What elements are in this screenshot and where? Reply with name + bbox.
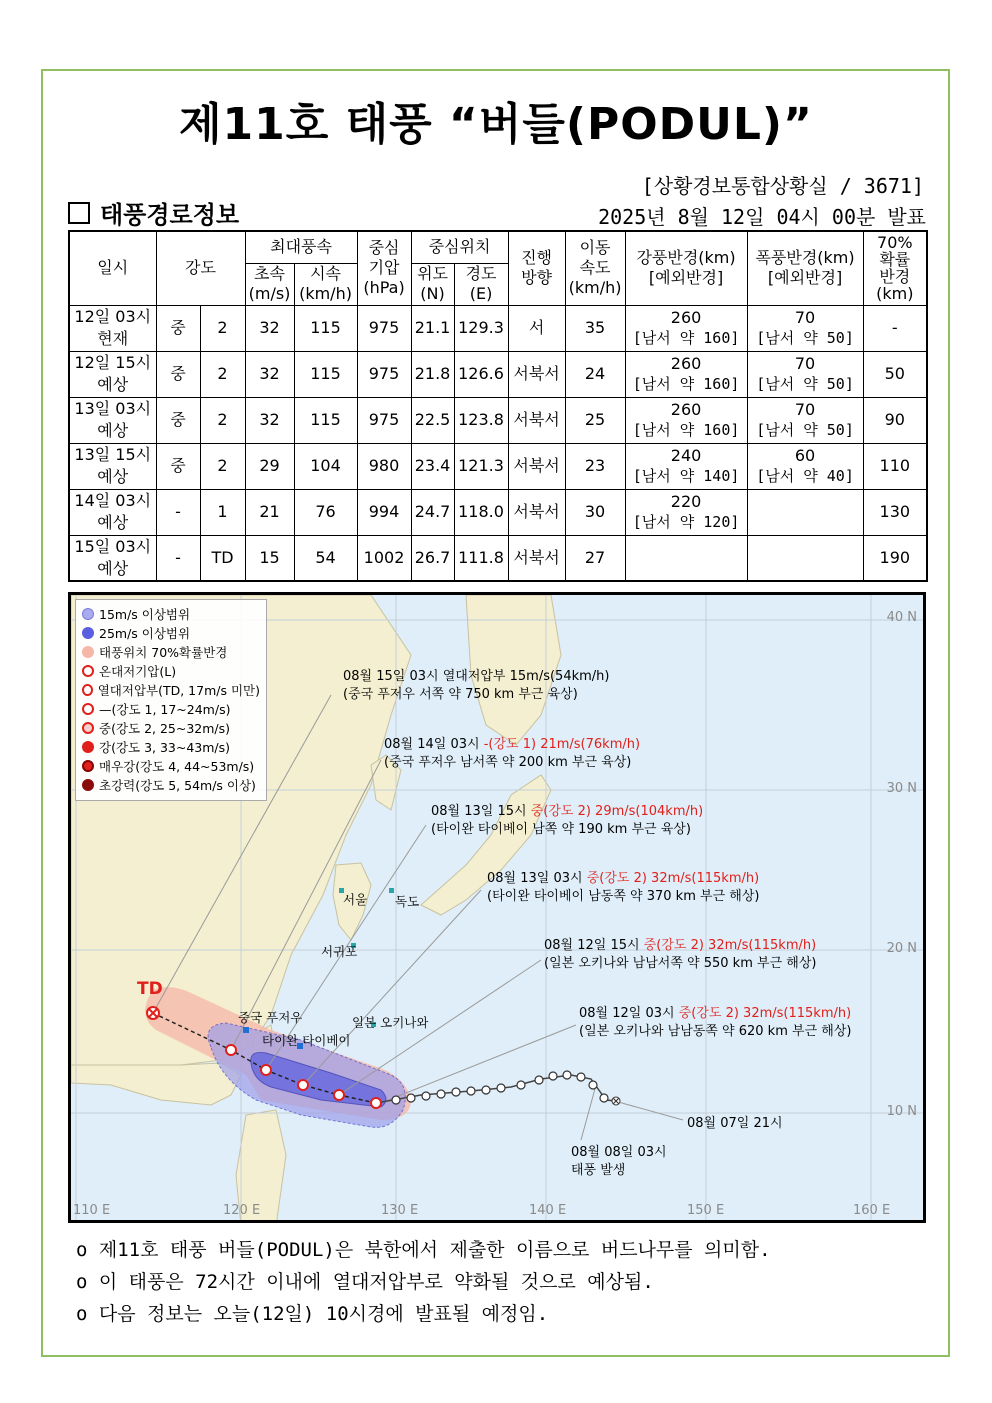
cell-time: 13일 03시 예상 <box>69 397 156 443</box>
place-seoul: 서울 <box>343 892 368 907</box>
cell-ms: 32 <box>245 351 294 397</box>
annotation-0812-15: 08월 12일 15시 중(강도 2) 32m/s(115km/h) (일본 오키나와 남남서쪽 약 550 km 부근 해상) <box>544 938 817 971</box>
wind25-area-icon <box>82 627 94 639</box>
axis-lat40: 40 N <box>886 610 917 625</box>
cell-strong: 220 [남서 약 120] <box>625 489 747 535</box>
cell-prob: 130 <box>863 489 927 535</box>
cell-lon: 111.8 <box>454 535 508 581</box>
intensity3-icon <box>82 741 94 753</box>
cell-strong: 260 [남서 약 160] <box>625 351 747 397</box>
cell-dir: 서북서 <box>508 535 565 581</box>
cell-strong <box>625 535 747 581</box>
section-heading <box>68 195 239 230</box>
cell-speed: 30 <box>565 489 625 535</box>
cell-level: 2 <box>200 351 245 397</box>
office-label: [상황경보통합상황실 / 3671] <box>641 174 924 198</box>
header-storm-radius: 폭풍반경(km) [예외반경] <box>747 231 863 305</box>
cell-time: 15일 03시 예상 <box>69 535 156 581</box>
cell-speed: 23 <box>565 443 625 489</box>
header-kmh: 시속 (km/h) <box>294 263 357 305</box>
cell-dir: 서 <box>508 305 565 351</box>
cell-ms: 15 <box>245 535 294 581</box>
cell-ms: 32 <box>245 305 294 351</box>
tropical-depression-icon <box>82 684 93 696</box>
cell-hpa: 994 <box>357 489 411 535</box>
table-row <box>69 489 927 535</box>
table-row <box>69 443 927 489</box>
header-strong-radius: 강풍반경(km) [예외반경] <box>625 231 747 305</box>
annotation-0807: 08월 07일 21시 <box>687 1116 783 1131</box>
header-maxwind: 최대풍속 <box>245 231 357 263</box>
cell-dir: 서북서 <box>508 397 565 443</box>
cell-strong: 240 [남서 약 140] <box>625 443 747 489</box>
intensity4-icon <box>82 760 94 772</box>
cell-grade: 중 <box>156 397 200 443</box>
table-row <box>69 397 927 443</box>
cell-speed: 25 <box>565 397 625 443</box>
note-2: o 이 태풍은 72시간 이내에 열대저압부로 약화될 것으로 예상됨. <box>76 1271 654 1293</box>
axis-lon120: 120 E <box>223 1203 261 1218</box>
cell-level: 2 <box>200 305 245 351</box>
annotation-0815: 08월 15일 03시 열대저압부 15m/s(54km/h) (중국 푸저우 서쪽 약 750 km 부근 육상) <box>343 669 610 702</box>
annotation-0812-03: 08월 12일 03시 중(강도 2) 32m/s(115km/h) (일본 오키나와 남남동쪽 약 620 km 부근 해상) <box>579 1006 852 1039</box>
cell-storm: 70 [남서 약 50] <box>747 305 863 351</box>
cell-grade: 중 <box>156 351 200 397</box>
header-lon: 경도 (E) <box>454 263 508 305</box>
extratropical-low-icon <box>82 665 94 677</box>
header-intensity: 강도 <box>156 231 245 305</box>
cell-lon: 121.3 <box>454 443 508 489</box>
cell-storm: 60 [남서 약 40] <box>747 443 863 489</box>
cell-storm: 70 [남서 약 50] <box>747 397 863 443</box>
axis-lon150: 150 E <box>687 1203 725 1218</box>
header-direction: 진행 방향 <box>508 231 565 305</box>
cell-hpa: 975 <box>357 305 411 351</box>
cell-level: TD <box>200 535 245 581</box>
cell-lon: 123.8 <box>454 397 508 443</box>
annotation-0808: 08월 08일 03시 태풍 발생 <box>571 1145 667 1178</box>
cell-lon: 118.0 <box>454 489 508 535</box>
notes <box>76 1234 771 1330</box>
cell-dir: 서북서 <box>508 489 565 535</box>
cell-ms: 32 <box>245 397 294 443</box>
note-1: o 제11호 태풍 버들(PODUL)은 북한에서 제출한 이름으로 버드나무를 의미함. <box>76 1239 771 1261</box>
cell-prob: 50 <box>863 351 927 397</box>
cell-lat: 21.1 <box>411 305 454 351</box>
cell-kmh: 115 <box>294 397 357 443</box>
cell-lon: 129.3 <box>454 305 508 351</box>
checkbox-icon <box>68 202 90 224</box>
intensity2-icon <box>82 722 94 734</box>
cell-prob: - <box>863 305 927 351</box>
cell-kmh: 104 <box>294 443 357 489</box>
cell-storm <box>747 535 863 581</box>
cell-level: 1 <box>200 489 245 535</box>
cell-kmh: 54 <box>294 535 357 581</box>
place-seogwipo: 서귀포 <box>321 944 358 959</box>
header-center: 중심위치 <box>411 231 508 263</box>
cell-hpa: 975 <box>357 397 411 443</box>
cell-level: 2 <box>200 397 245 443</box>
cell-lat: 23.4 <box>411 443 454 489</box>
cell-lat: 26.7 <box>411 535 454 581</box>
cell-lat: 22.5 <box>411 397 454 443</box>
axis-lon140: 140 E <box>529 1203 567 1218</box>
cell-ms: 29 <box>245 443 294 489</box>
typhoon-track-map <box>68 592 926 1223</box>
cell-grade: - <box>156 535 200 581</box>
annotation-0814: 08월 14일 03시 -(강도 1) 21m/s(76km/h) (중국 푸저우 남서쪽 약 200 km 부근 육상) <box>384 737 641 770</box>
header-speed: 이동 속도 (km/h) <box>565 231 625 305</box>
cell-kmh: 115 <box>294 305 357 351</box>
place-taipei: 타이완 타이베이 <box>262 1033 351 1048</box>
axis-lon130: 130 E <box>381 1203 419 1218</box>
axis-lon110: 110 E <box>73 1203 111 1218</box>
cell-hpa: 980 <box>357 443 411 489</box>
axis-lat20: 20 N <box>886 941 917 956</box>
annotation-0813-03: 08월 13일 03시 중(강도 2) 32m/s(115km/h) (타이완 타이베이 남동쪽 약 370 km 부근 해상) <box>487 871 760 904</box>
cell-lat: 21.8 <box>411 351 454 397</box>
cell-prob: 90 <box>863 397 927 443</box>
cell-time: 13일 15시 예상 <box>69 443 156 489</box>
section-label: 태풍경로정보 <box>100 201 240 229</box>
axis-lat10: 10 N <box>886 1104 917 1119</box>
cell-grade: 중 <box>156 305 200 351</box>
probability-radius-icon <box>82 646 94 658</box>
place-dokdo: 독도 <box>395 894 420 909</box>
page-title: 제11호 태풍 “버들(PODUL)” <box>179 99 813 150</box>
cell-speed: 27 <box>565 535 625 581</box>
intensity1-icon <box>82 703 94 715</box>
header-time: 일시 <box>69 231 156 305</box>
cell-storm: 70 [남서 약 50] <box>747 351 863 397</box>
table-row <box>69 305 927 351</box>
cell-time: 12일 03시 현재 <box>69 305 156 351</box>
typhoon-track-table <box>68 230 928 582</box>
cell-strong: 260 [남서 약 160] <box>625 305 747 351</box>
map-legend: 15m/s 이상범위 25m/s 이상범위 태풍위치 70%확률반경 온대저기압(L) 열대저압부(TD, 17m/s 미만) —(강도 1, 17~24m/s) 중(강도 2, 25~32m/s) 강(강도 3, 33~43m/s) 매우강(강도 4, 44~53m/s) 초강력(강도 5, 54m/s 이상) <box>75 599 267 801</box>
table-row <box>69 351 927 397</box>
cell-storm <box>747 489 863 535</box>
cell-ms: 21 <box>245 489 294 535</box>
cell-level: 2 <box>200 443 245 489</box>
cell-speed: 24 <box>565 351 625 397</box>
cell-strong: 260 [남서 약 160] <box>625 397 747 443</box>
note-3: o 다음 정보는 오늘(12일) 10시경에 발표될 예정임. <box>76 1303 549 1325</box>
cell-lat: 24.7 <box>411 489 454 535</box>
place-okinawa: 일본 오키나와 <box>352 1015 429 1030</box>
table-row <box>69 535 927 581</box>
cell-dir: 서북서 <box>508 351 565 397</box>
wind15-area-icon <box>82 608 94 620</box>
cell-time: 14일 03시 예상 <box>69 489 156 535</box>
cell-hpa: 975 <box>357 351 411 397</box>
td-label: TD <box>137 979 163 999</box>
header-ms: 초속 (m/s) <box>245 263 294 305</box>
header-pressure: 중심 기압 (hPa) <box>357 231 411 305</box>
issued-time: 2025년 8월 12일 04시 00분 발표 <box>598 205 926 229</box>
header-lat: 위도 (N) <box>411 263 454 305</box>
cell-kmh: 76 <box>294 489 357 535</box>
header-prob-radius: 70% 확률 반경 (km) <box>863 231 927 305</box>
cell-time: 12일 15시 예상 <box>69 351 156 397</box>
annotation-0813-15: 08월 13일 15시 중(강도 2) 29m/s(104km/h) (타이완 타이베이 남쪽 약 190 km 부근 육상) <box>431 804 704 837</box>
cell-hpa: 1002 <box>357 535 411 581</box>
cell-prob: 110 <box>863 443 927 489</box>
cell-grade: - <box>156 489 200 535</box>
axis-lat30: 30 N <box>886 781 917 796</box>
cell-lon: 126.6 <box>454 351 508 397</box>
cell-dir: 서북서 <box>508 443 565 489</box>
cell-prob: 190 <box>863 535 927 581</box>
cell-kmh: 115 <box>294 351 357 397</box>
axis-lon160: 160 E <box>853 1203 891 1218</box>
intensity5-icon <box>82 779 94 791</box>
cell-speed: 35 <box>565 305 625 351</box>
place-fuzhou: 중국 푸저우 <box>238 1010 303 1025</box>
cell-grade: 중 <box>156 443 200 489</box>
